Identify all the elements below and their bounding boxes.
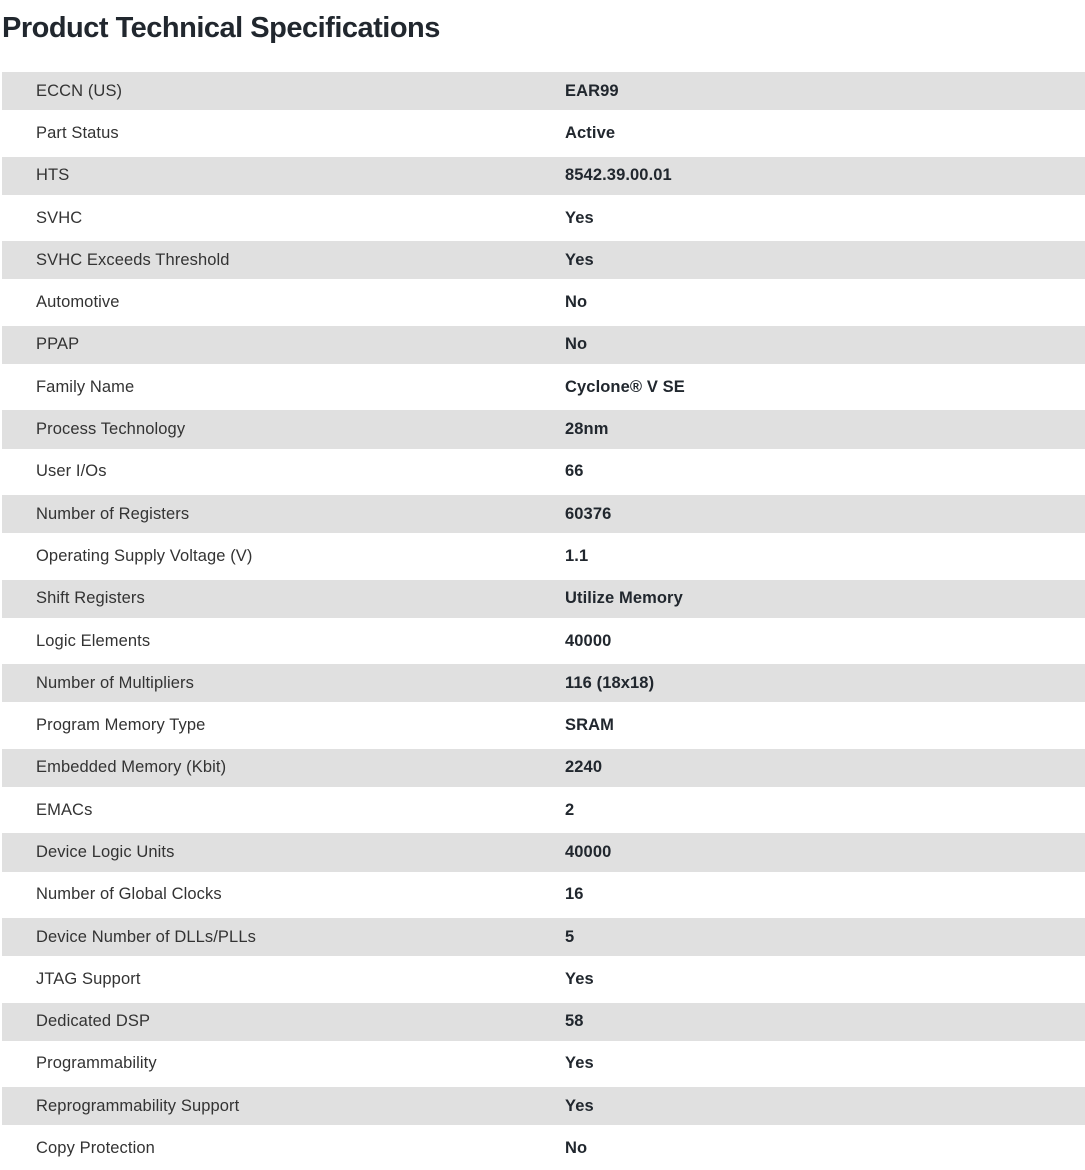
spec-label: Dedicated DSP <box>36 1012 151 1031</box>
spec-label: Embedded Memory (Kbit) <box>36 758 227 777</box>
table-row <box>2 155 1085 197</box>
spec-label: Part Status <box>36 123 119 142</box>
page-header <box>0 0 1085 70</box>
spec-label: Device Number of DLLs/PLLs <box>36 927 256 946</box>
table-row <box>2 831 1085 873</box>
table-row <box>2 958 1085 1000</box>
table-row <box>2 1127 1085 1169</box>
spec-value: 40000 <box>565 842 612 861</box>
spec-value: 40000 <box>565 631 612 650</box>
table-row <box>2 704 1085 746</box>
spec-label: Process Technology <box>36 420 186 439</box>
spec-value: 5 <box>565 927 575 946</box>
spec-label: EMACs <box>36 800 93 819</box>
spec-label: SVHC Exceeds Threshold <box>36 250 230 269</box>
spec-value: Yes <box>565 208 594 227</box>
spec-table <box>2 70 1085 1170</box>
spec-label: Family Name <box>36 377 135 396</box>
spec-value: 60376 <box>565 504 612 523</box>
table-row <box>2 1001 1085 1043</box>
spec-label: HTS <box>36 166 70 185</box>
spec-label: Automotive <box>36 293 120 312</box>
spec-value: Yes <box>565 1096 594 1115</box>
spec-value: 2 <box>565 800 575 819</box>
spec-value: 116 (18x18) <box>565 673 655 692</box>
spec-value: No <box>565 293 588 312</box>
spec-value: 8542.39.00.01 <box>565 166 672 185</box>
spec-value: 16 <box>565 885 584 904</box>
table-row <box>2 281 1085 323</box>
spec-value: Yes <box>565 1054 594 1073</box>
spec-label: Device Logic Units <box>36 842 175 861</box>
table-row <box>2 493 1085 535</box>
spec-label: ECCN (US) <box>36 81 123 100</box>
table-row <box>2 1043 1085 1085</box>
table-row <box>2 1085 1085 1127</box>
spec-value: SRAM <box>565 716 614 735</box>
table-row <box>2 70 1085 112</box>
table-row <box>2 535 1085 577</box>
spec-value: Yes <box>565 969 594 988</box>
table-row <box>2 916 1085 958</box>
spec-label: Number of Global Clocks <box>36 885 222 904</box>
table-row <box>2 112 1085 154</box>
spec-label: Number of Multipliers <box>36 673 194 692</box>
spec-label: User I/Os <box>36 462 107 481</box>
spec-value: Yes <box>565 250 594 269</box>
spec-label: Copy Protection <box>36 1139 155 1158</box>
spec-value: 28nm <box>565 420 609 439</box>
spec-value: Cyclone® V SE <box>565 377 685 396</box>
table-row <box>2 874 1085 916</box>
table-row <box>2 239 1085 281</box>
spec-value: EAR99 <box>565 81 619 100</box>
spec-label: Logic Elements <box>36 631 151 650</box>
spec-value: No <box>565 335 588 354</box>
spec-label: Program Memory Type <box>36 716 206 735</box>
spec-value: 66 <box>565 462 584 481</box>
table-row <box>2 366 1085 408</box>
spec-value: 2240 <box>565 758 603 777</box>
table-row <box>2 451 1085 493</box>
table-row <box>2 662 1085 704</box>
spec-label: Programmability <box>36 1054 157 1073</box>
page-title: Product Technical Specifications <box>2 12 440 44</box>
spec-label: JTAG Support <box>36 969 141 988</box>
spec-label: Operating Supply Voltage (V) <box>36 546 253 565</box>
spec-value: 1.1 <box>565 546 589 565</box>
table-row <box>2 620 1085 662</box>
spec-label: Number of Registers <box>36 504 190 523</box>
spec-value: Active <box>565 123 616 142</box>
table-row <box>2 789 1085 831</box>
spec-label: Reprogrammability Support <box>36 1096 240 1115</box>
table-row <box>2 197 1085 239</box>
table-row <box>2 747 1085 789</box>
table-row <box>2 578 1085 620</box>
table-row <box>2 408 1085 450</box>
spec-label: PPAP <box>36 335 80 354</box>
spec-label: Shift Registers <box>36 589 145 608</box>
table-row <box>2 324 1085 366</box>
spec-value: Utilize Memory <box>565 589 683 608</box>
spec-value: 58 <box>565 1012 584 1031</box>
spec-value: No <box>565 1139 588 1158</box>
spec-label: SVHC <box>36 208 83 227</box>
